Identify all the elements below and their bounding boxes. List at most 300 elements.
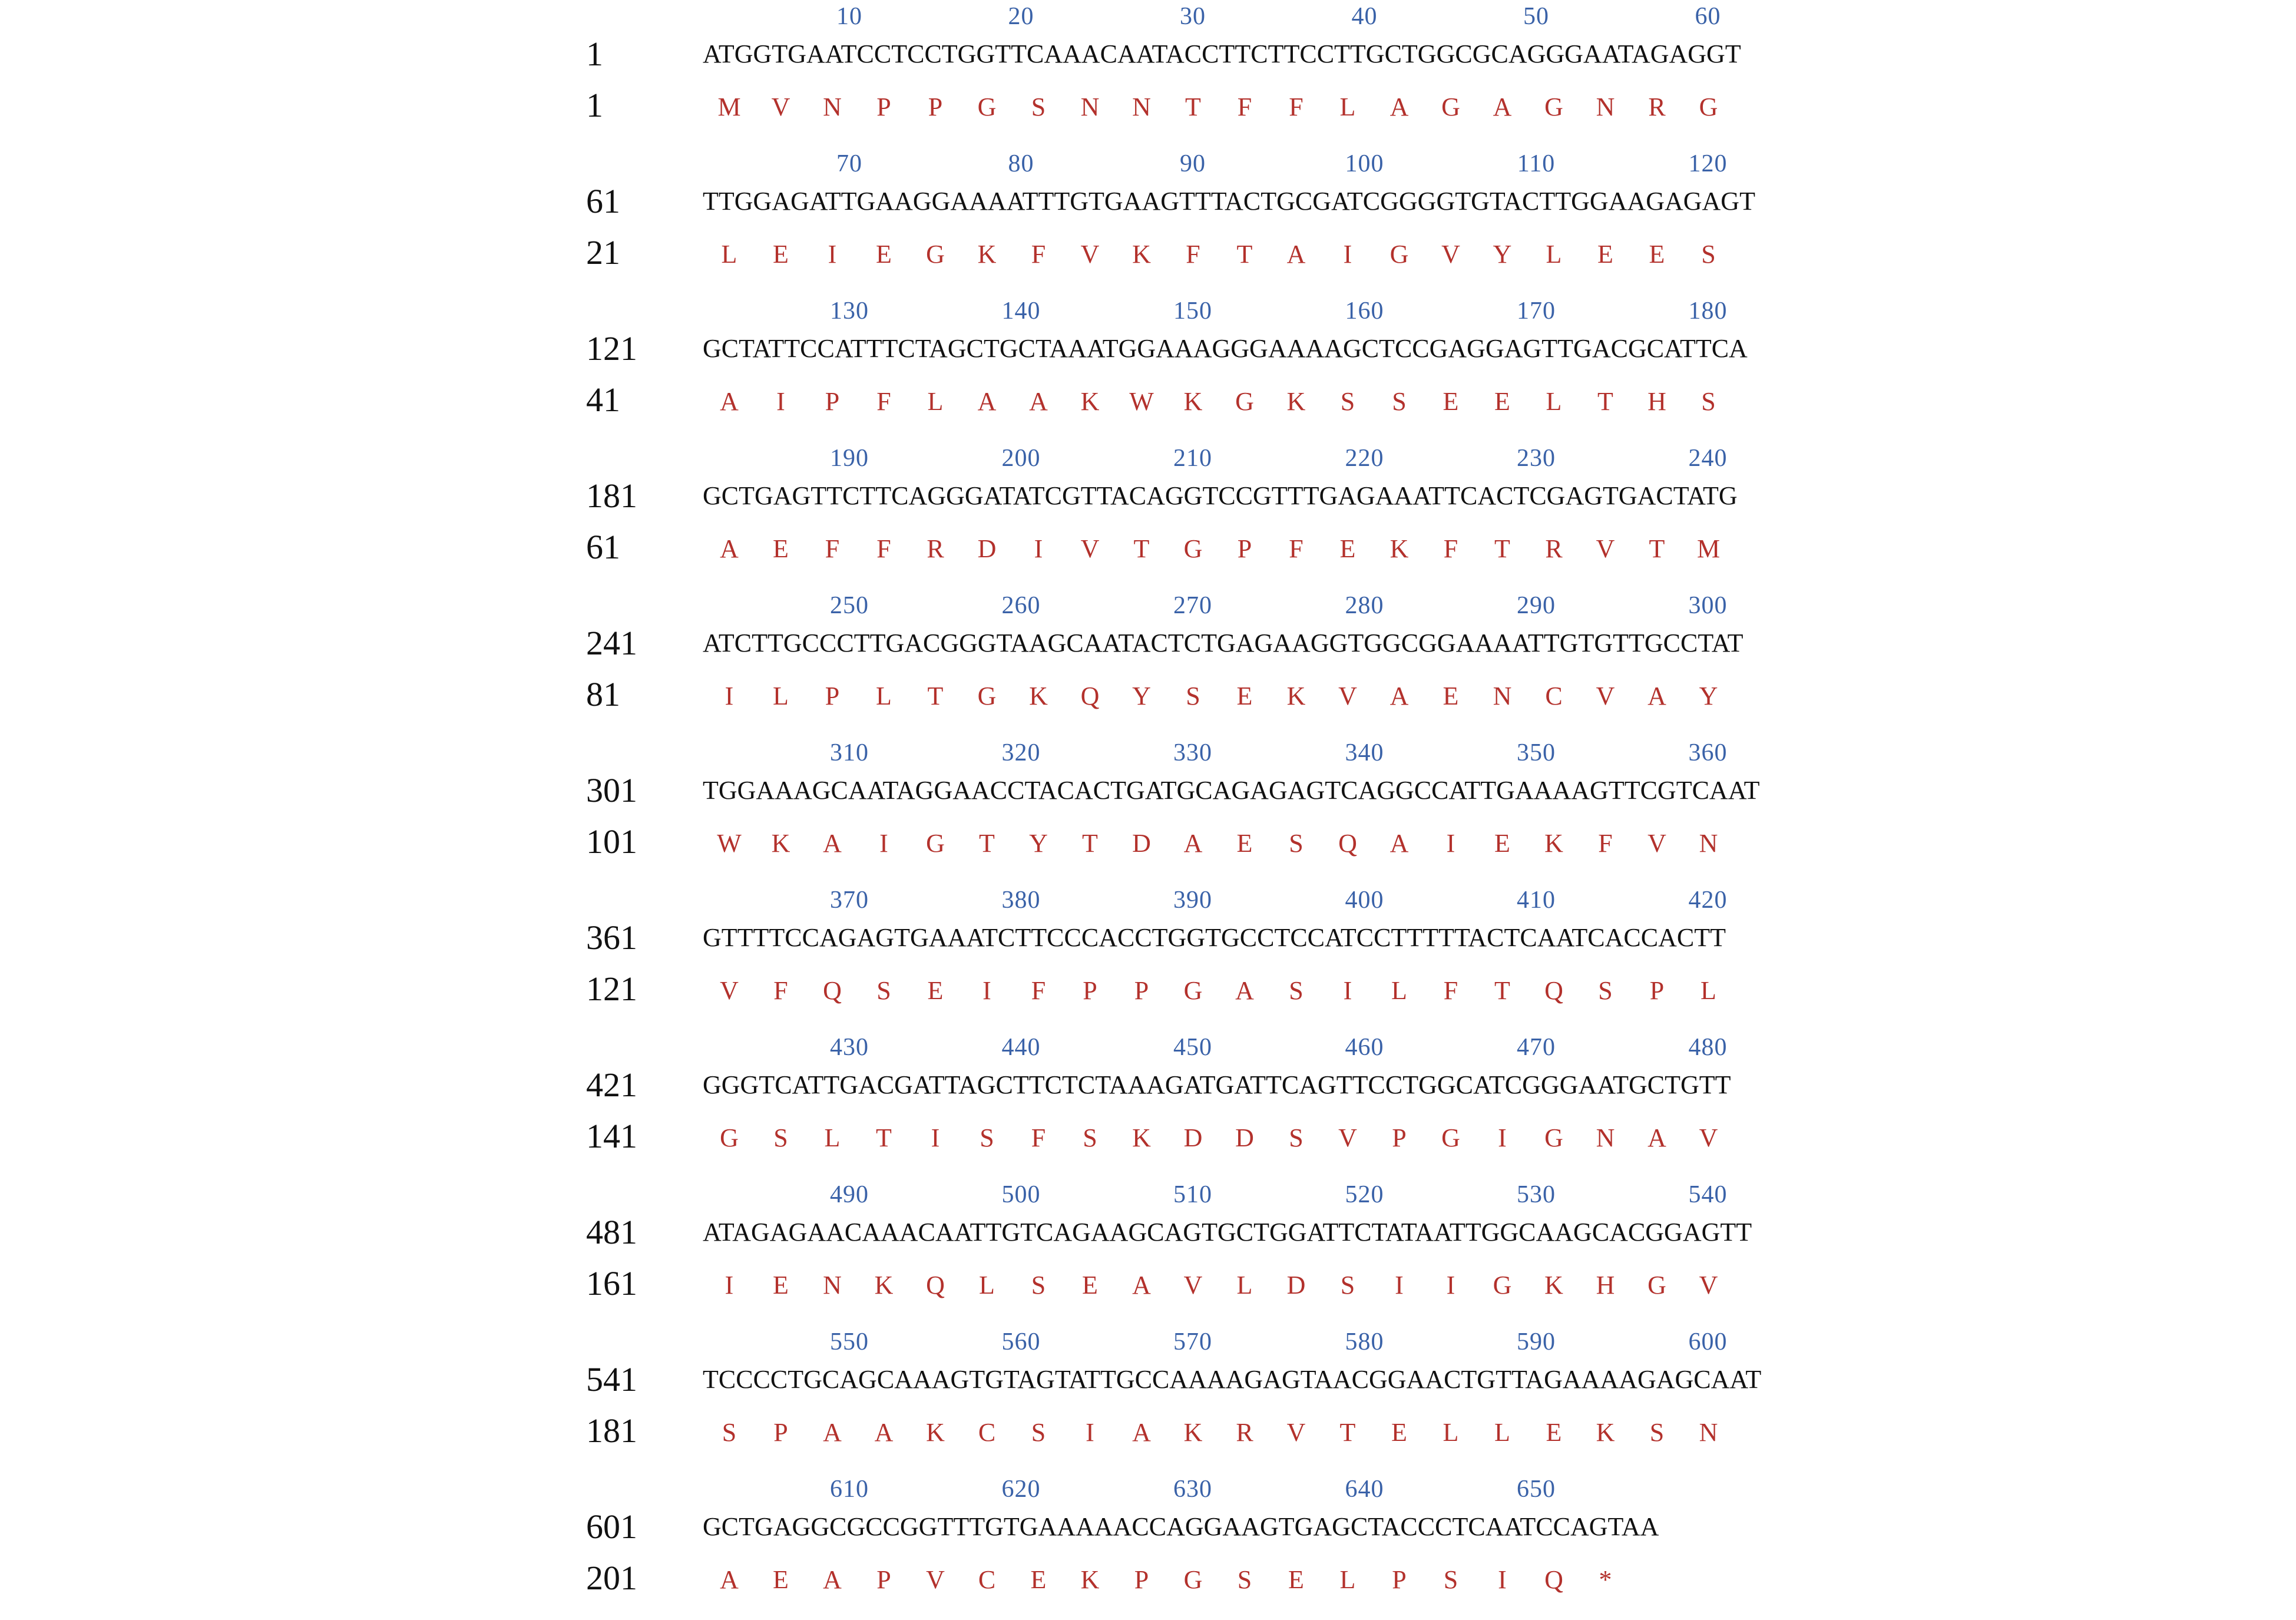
position-tick-label: 340 xyxy=(1345,739,1384,766)
position-tick-label: 170 xyxy=(1517,297,1556,325)
position-tick-label: 420 xyxy=(1688,887,1728,914)
amino-acid-residue: N xyxy=(1080,92,1100,121)
nucleotide-start-number: 1 xyxy=(586,35,603,73)
amino-acid-residue: R xyxy=(927,534,944,563)
amino-acid-residue: W xyxy=(717,829,742,858)
amino-acid-residue: G xyxy=(1389,240,1409,269)
nucleotide-start-number: 121 xyxy=(586,329,637,368)
amino-acid-residue: N xyxy=(1699,1418,1718,1447)
amino-acid-translation xyxy=(0,681,2296,716)
amino-acid-residue: I xyxy=(1395,1271,1404,1300)
amino-acid-residue: N xyxy=(1699,829,1718,858)
amino-acid-residue: V xyxy=(1441,240,1460,269)
amino-acid-residue: R xyxy=(1648,92,1666,121)
nucleotide-sequence: GGGTCATTGACGATTAGCTTCTCTAAAGATGATTCAGTTCCTGGCATCGGGAATGCTGTT xyxy=(703,1070,1731,1099)
amino-acid-residue: N xyxy=(1596,1123,1615,1152)
amino-acid-residue: I xyxy=(879,829,888,858)
position-tick-label: 180 xyxy=(1688,297,1728,325)
position-tick-label: 610 xyxy=(830,1476,869,1503)
position-tick-label: 270 xyxy=(1173,592,1212,619)
position-ruler xyxy=(0,442,2296,477)
amino-acid-residue: A xyxy=(1389,682,1409,710)
amino-acid-residue: F xyxy=(1031,1123,1046,1152)
amino-acid-residue: T xyxy=(1597,387,1613,416)
position-tick-label: 50 xyxy=(1523,3,1549,30)
nucleotide-sequence: GCTGAGTTCTTCAGGGATATCGTTACAGGTCCGTTTGAGAAATTCACTCGAGTGACTATG xyxy=(703,481,1738,510)
amino-acid-residue: G xyxy=(977,682,997,710)
position-tick-label: 320 xyxy=(1001,739,1041,766)
amino-acid-residue: H xyxy=(1596,1271,1615,1300)
amino-acid-residue: L xyxy=(1236,1271,1253,1300)
amino-acid-residue: V xyxy=(1080,240,1100,269)
amino-acid-residue: E xyxy=(1443,682,1459,710)
nucleotide-sequence: TTGGAGATTGAAGGAAAATTTGTGAAGTTTACTGCGATCGGGGTGTACTTGGAAGAGAGT xyxy=(703,187,1755,216)
amino-acid-residue: G xyxy=(1544,92,1563,121)
amino-acid-residue: P xyxy=(1083,976,1097,1005)
amino-acid-residue: F xyxy=(1031,976,1046,1005)
amino-acid-residue: T xyxy=(1082,829,1098,858)
amino-acid-start-number: 21 xyxy=(586,233,620,272)
amino-acid-residue: E xyxy=(1030,1565,1047,1594)
amino-acid-residue: A xyxy=(720,534,739,563)
position-tick-label: 100 xyxy=(1345,150,1384,177)
nucleotide-start-number: 481 xyxy=(586,1213,637,1251)
amino-acid-start-number: 101 xyxy=(586,822,637,861)
amino-acid-residue: C xyxy=(978,1565,996,1594)
amino-acid-residue: T xyxy=(876,1123,892,1152)
position-tick-label: 110 xyxy=(1517,150,1556,177)
amino-acid-residue: T xyxy=(1236,240,1253,269)
amino-acid-residue: W xyxy=(1129,387,1154,416)
nucleotide-start-number: 601 xyxy=(586,1507,637,1546)
sequence-block xyxy=(0,736,2296,884)
position-tick-label: 220 xyxy=(1345,445,1384,472)
amino-acid-translation xyxy=(0,1417,2296,1453)
position-tick-label: 360 xyxy=(1688,739,1728,766)
amino-acid-residue: S xyxy=(1031,1418,1046,1447)
amino-acid-residue: R xyxy=(1545,534,1563,563)
amino-acid-residue: S xyxy=(1289,976,1304,1005)
amino-acid-residue: V xyxy=(1699,1123,1718,1152)
position-ruler xyxy=(0,1325,2296,1361)
amino-acid-start-number: 141 xyxy=(586,1117,637,1155)
position-tick-label: 130 xyxy=(830,297,869,325)
amino-acid-residue: F xyxy=(1443,534,1458,563)
amino-acid-residue: V xyxy=(1338,682,1357,710)
amino-acid-residue: I xyxy=(724,1271,734,1300)
amino-acid-residue: L xyxy=(979,1271,995,1300)
amino-acid-residue: T xyxy=(1649,534,1665,563)
position-tick-label: 230 xyxy=(1517,445,1556,472)
amino-acid-residue: L xyxy=(876,682,892,710)
amino-acid-residue: L xyxy=(1546,240,1562,269)
nucleotide-sequence: ATAGAGAACAAACAATTGTCAGAAGCAGTGCTGGATTCTATAATTGGCAAGCACGGAGTT xyxy=(703,1218,1752,1247)
amino-acid-residue: V xyxy=(1183,1271,1203,1300)
amino-acid-residue: E xyxy=(773,534,789,563)
amino-acid-residue: V xyxy=(1647,829,1666,858)
amino-acid-residue: T xyxy=(927,682,944,710)
amino-acid-start-number: 161 xyxy=(586,1264,637,1302)
amino-acid-residue: F xyxy=(1186,240,1200,269)
amino-acid-residue: P xyxy=(876,1565,891,1594)
amino-acid-residue: Q xyxy=(1544,976,1563,1005)
amino-acid-residue: A xyxy=(823,1565,842,1594)
amino-acid-translation xyxy=(0,534,2296,569)
amino-acid-residue: Y xyxy=(1132,682,1151,710)
amino-acid-residue: S xyxy=(1340,387,1355,416)
amino-acid-residue: A xyxy=(1132,1418,1151,1447)
amino-acid-residue: I xyxy=(1086,1418,1094,1447)
position-tick-label: 310 xyxy=(830,739,869,766)
amino-acid-residue: V xyxy=(1596,682,1615,710)
amino-acid-residue: L xyxy=(1494,1418,1510,1447)
amino-acid-residue: L xyxy=(1443,1418,1459,1447)
amino-acid-residue: V xyxy=(1080,534,1100,563)
amino-acid-residue: T xyxy=(1133,534,1150,563)
amino-acid-residue: A xyxy=(1389,92,1409,121)
amino-acid-residue: L xyxy=(1391,976,1407,1005)
amino-acid-residue: K xyxy=(874,1271,894,1300)
amino-acid-start-number: 61 xyxy=(586,528,620,566)
position-tick-label: 60 xyxy=(1695,3,1721,30)
amino-acid-translation xyxy=(0,239,2296,275)
position-tick-label: 150 xyxy=(1173,297,1212,325)
nucleotide-sequence: ATGGTGAATCCTCCTGGTTCAAACAATACCTTCTTCCTTGCTGGCGCAGGGAATAGAGGT xyxy=(703,39,1741,68)
amino-acid-residue: P xyxy=(1134,1565,1149,1594)
amino-acid-residue: S xyxy=(1598,976,1613,1005)
amino-acid-residue: V xyxy=(1596,534,1615,563)
amino-acid-residue: E xyxy=(773,1271,789,1300)
amino-acid-translation xyxy=(0,1565,2296,1600)
amino-acid-residue: I xyxy=(1343,976,1352,1005)
nucleotide-sequence: GCTATTCCATTTCTAGCTGCTAAATGGAAAGGGAAAAGCTCCGAGGAGTTGACGCATTCA xyxy=(703,334,1748,363)
position-tick-label: 380 xyxy=(1001,887,1041,914)
amino-acid-residue: A xyxy=(1286,240,1306,269)
amino-acid-residue: G xyxy=(1544,1123,1563,1152)
amino-acid-residue: P xyxy=(825,682,840,710)
position-tick-label: 280 xyxy=(1345,592,1384,619)
amino-acid-residue: A xyxy=(1183,829,1203,858)
amino-acid-residue: E xyxy=(1339,534,1356,563)
amino-acid-residue: S xyxy=(876,976,891,1005)
position-tick-label: 600 xyxy=(1688,1328,1728,1355)
amino-acid-residue: H xyxy=(1647,387,1666,416)
amino-acid-residue: I xyxy=(1446,1271,1455,1300)
position-tick-label: 210 xyxy=(1173,445,1212,472)
amino-acid-residue: G xyxy=(1183,976,1203,1005)
amino-acid-residue: F xyxy=(1289,92,1304,121)
amino-acid-residue: Y xyxy=(1029,829,1048,858)
amino-acid-residue: F xyxy=(1598,829,1613,858)
amino-acid-residue: L xyxy=(721,240,737,269)
amino-acid-residue: S xyxy=(1083,1123,1097,1152)
position-tick-label: 470 xyxy=(1517,1034,1556,1061)
amino-acid-translation xyxy=(0,386,2296,422)
sequence-block xyxy=(0,1178,2296,1325)
position-tick-label: 590 xyxy=(1517,1328,1556,1355)
amino-acid-start-number: 41 xyxy=(586,381,620,419)
nucleotide-start-number: 541 xyxy=(586,1360,637,1399)
amino-acid-residue: A xyxy=(823,829,842,858)
amino-acid-residue: L xyxy=(1701,976,1716,1005)
amino-acid-residue: N xyxy=(1493,682,1512,710)
amino-acid-residue: K xyxy=(1596,1418,1615,1447)
amino-acid-residue: E xyxy=(1597,240,1613,269)
position-ruler xyxy=(0,1031,2296,1066)
position-tick-label: 10 xyxy=(836,3,862,30)
amino-acid-residue: I xyxy=(1446,829,1455,858)
nucleotide-sequence: TGGAAAGCAATAGGAACCTACACTGATGCAGAGAGTCAGGCCATTGAAAAGTTCGTCAAT xyxy=(703,776,1760,805)
amino-acid-residue: E xyxy=(1649,240,1665,269)
amino-acid-residue: P xyxy=(1237,534,1252,563)
position-tick-label: 620 xyxy=(1001,1476,1041,1503)
amino-acid-translation xyxy=(0,1270,2296,1305)
amino-acid-residue: K xyxy=(1080,1565,1100,1594)
sequence-block xyxy=(0,884,2296,1031)
nucleotide-sequence: GCTGAGGCGCCGGTTTGTGAAAAACCAGGAAGTGAGCTACCCTCAATCCAGTAA xyxy=(703,1512,1659,1541)
amino-acid-residue: R xyxy=(1236,1418,1253,1447)
amino-acid-residue: I xyxy=(828,240,837,269)
nucleotide-sequence: TCCCCTGCAGCAAAGTGTAGTATTGCCAAAAGAGTAACGGAACTGTTAGAAAAGAGCAAT xyxy=(703,1365,1762,1394)
nucleotide-sequence: GTTTTCCAGAGTGAAATCTTCCCACCTGGTGCCTCCATCCTTTTTACTCAATCACCACTT xyxy=(703,923,1726,952)
amino-acid-residue: E xyxy=(1391,1418,1407,1447)
amino-acid-residue: Q xyxy=(1338,829,1357,858)
amino-acid-residue: K xyxy=(1286,682,1306,710)
amino-acid-residue: E xyxy=(773,1565,789,1594)
position-tick-label: 390 xyxy=(1173,887,1212,914)
amino-acid-residue: K xyxy=(977,240,997,269)
position-tick-label: 430 xyxy=(830,1034,869,1061)
amino-acid-residue: S xyxy=(1392,387,1407,416)
amino-acid-residue: G xyxy=(1493,1271,1512,1300)
amino-acid-residue: I xyxy=(1498,1123,1507,1152)
amino-acid-residue: E xyxy=(1082,1271,1098,1300)
amino-acid-residue: F xyxy=(1289,534,1304,563)
position-ruler xyxy=(0,1473,2296,1508)
amino-acid-residue: P xyxy=(773,1418,788,1447)
position-tick-label: 160 xyxy=(1345,297,1384,325)
position-tick-label: 410 xyxy=(1517,887,1556,914)
amino-acid-residue: G xyxy=(720,1123,739,1152)
position-tick-label: 350 xyxy=(1517,739,1556,766)
amino-acid-residue: F xyxy=(1031,240,1046,269)
amino-acid-residue: Q xyxy=(1544,1565,1563,1594)
amino-acid-residue: A xyxy=(1235,976,1254,1005)
amino-acid-residue: S xyxy=(1289,1123,1304,1152)
sequence-block xyxy=(0,1325,2296,1473)
amino-acid-residue: P xyxy=(876,92,891,121)
amino-acid-residue: I xyxy=(931,1123,940,1152)
amino-acid-residue: A xyxy=(720,387,739,416)
amino-acid-residue: K xyxy=(926,1418,945,1447)
amino-acid-translation xyxy=(0,976,2296,1011)
amino-acid-residue: N xyxy=(1132,92,1151,121)
amino-acid-start-number: 181 xyxy=(586,1411,637,1450)
amino-acid-residue: E xyxy=(1546,1418,1562,1447)
position-ruler xyxy=(0,589,2296,624)
amino-acid-residue: T xyxy=(1339,1418,1356,1447)
amino-acid-residue: M xyxy=(717,92,741,121)
amino-acid-residue: S xyxy=(1031,1271,1046,1300)
nucleotide-sequence: ATCTTGCCCTTGACGGGTAAGCAATACTCTGAGAAGGTGGCGGAAAATTGTGTTGCCTAT xyxy=(703,629,1743,657)
position-ruler xyxy=(0,884,2296,919)
amino-acid-residue: P xyxy=(1392,1123,1407,1152)
position-tick-label: 70 xyxy=(836,150,862,177)
sequence-block xyxy=(0,589,2296,736)
amino-acid-residue: A xyxy=(1647,682,1666,710)
amino-acid-residue: N xyxy=(823,92,842,121)
amino-acid-residue: A xyxy=(1647,1123,1666,1152)
position-tick-label: 630 xyxy=(1173,1476,1212,1503)
amino-acid-residue: N xyxy=(823,1271,842,1300)
amino-acid-residue: V xyxy=(1286,1418,1306,1447)
amino-acid-residue: M xyxy=(1696,534,1721,563)
position-tick-label: 40 xyxy=(1351,3,1378,30)
sequence-block xyxy=(0,1473,2296,1620)
position-tick-label: 190 xyxy=(830,445,869,472)
amino-acid-residue: K xyxy=(1183,1418,1203,1447)
amino-acid-residue: E xyxy=(1288,1565,1304,1594)
amino-acid-residue: S xyxy=(980,1123,994,1152)
amino-acid-residue: D xyxy=(1235,1123,1254,1152)
position-tick-label: 520 xyxy=(1345,1181,1384,1208)
position-tick-label: 500 xyxy=(1001,1181,1041,1208)
amino-acid-start-number: 121 xyxy=(586,970,637,1008)
amino-acid-residue: I xyxy=(1034,534,1043,563)
amino-acid-residue: L xyxy=(824,1123,841,1152)
amino-acid-residue: A xyxy=(1029,387,1048,416)
amino-acid-residue: E xyxy=(773,240,789,269)
amino-acid-residue: A xyxy=(1132,1271,1151,1300)
amino-acid-residue: L xyxy=(1339,1565,1356,1594)
amino-acid-residue: K xyxy=(1080,387,1100,416)
nucleotide-start-number: 241 xyxy=(586,624,637,662)
amino-acid-residue: K xyxy=(771,829,790,858)
amino-acid-residue: F xyxy=(773,976,788,1005)
position-tick-label: 250 xyxy=(830,592,869,619)
position-tick-label: 20 xyxy=(1008,3,1034,30)
amino-acid-residue: D xyxy=(1183,1123,1203,1152)
amino-acid-residue: K xyxy=(1389,534,1409,563)
sequence-block xyxy=(0,147,2296,295)
position-tick-label: 90 xyxy=(1180,150,1206,177)
amino-acid-residue: K xyxy=(1544,829,1563,858)
amino-acid-start-number: 1 xyxy=(586,86,603,124)
amino-acid-residue: V xyxy=(1338,1123,1357,1152)
amino-acid-residue: A xyxy=(977,387,997,416)
position-tick-label: 440 xyxy=(1001,1034,1041,1061)
amino-acid-residue: G xyxy=(1699,92,1718,121)
amino-acid-residue: I xyxy=(982,976,991,1005)
amino-acid-residue: P xyxy=(1649,976,1665,1005)
position-tick-label: 640 xyxy=(1345,1476,1384,1503)
position-tick-label: 480 xyxy=(1688,1034,1728,1061)
amino-acid-residue: S xyxy=(773,1123,788,1152)
amino-acid-residue: K xyxy=(1132,240,1151,269)
position-tick-label: 560 xyxy=(1001,1328,1041,1355)
amino-acid-residue: I xyxy=(724,682,734,710)
amino-acid-residue: T xyxy=(1494,976,1510,1005)
amino-acid-residue: E xyxy=(876,240,892,269)
amino-acid-residue: L xyxy=(927,387,944,416)
amino-acid-residue: S xyxy=(1649,1418,1665,1447)
position-tick-label: 540 xyxy=(1688,1181,1728,1208)
amino-acid-residue: Q xyxy=(1080,682,1100,710)
sequence-block xyxy=(0,295,2296,442)
sequence-block xyxy=(0,1031,2296,1178)
amino-acid-residue: G xyxy=(926,829,945,858)
amino-acid-residue: S xyxy=(1701,240,1716,269)
amino-acid-residue: F xyxy=(825,534,840,563)
amino-acid-residue: G xyxy=(1441,92,1460,121)
amino-acid-residue: Q xyxy=(823,976,842,1005)
position-ruler xyxy=(0,0,2296,35)
amino-acid-residue: Y xyxy=(1493,240,1512,269)
amino-acid-residue: V xyxy=(771,92,790,121)
amino-acid-residue: A xyxy=(823,1418,842,1447)
position-tick-label: 530 xyxy=(1517,1181,1556,1208)
position-tick-label: 450 xyxy=(1173,1034,1212,1061)
amino-acid-residue: L xyxy=(773,682,789,710)
amino-acid-residue: Q xyxy=(926,1271,945,1300)
amino-acid-residue: P xyxy=(825,387,840,416)
amino-acid-residue: E xyxy=(1443,387,1459,416)
amino-acid-residue: P xyxy=(1134,976,1149,1005)
amino-acid-residue: E xyxy=(927,976,944,1005)
amino-acid-residue: * xyxy=(1599,1565,1612,1594)
amino-acid-residue: T xyxy=(1185,92,1201,121)
amino-acid-residue: D xyxy=(1286,1271,1306,1300)
position-tick-label: 490 xyxy=(830,1181,869,1208)
position-tick-label: 200 xyxy=(1001,445,1041,472)
position-tick-label: 370 xyxy=(830,887,869,914)
amino-acid-residue: S xyxy=(1443,1565,1458,1594)
amino-acid-residue: T xyxy=(979,829,995,858)
amino-acid-residue: S xyxy=(1237,1565,1252,1594)
amino-acid-residue: D xyxy=(977,534,997,563)
amino-acid-residue: G xyxy=(926,240,945,269)
amino-acid-residue: C xyxy=(1545,682,1563,710)
amino-acid-residue: I xyxy=(1343,240,1352,269)
position-ruler xyxy=(0,1178,2296,1214)
position-tick-label: 330 xyxy=(1173,739,1212,766)
position-tick-label: 120 xyxy=(1688,150,1728,177)
amino-acid-translation xyxy=(0,92,2296,127)
position-tick-label: 140 xyxy=(1001,297,1041,325)
position-tick-label: 290 xyxy=(1517,592,1556,619)
nucleotide-start-number: 181 xyxy=(586,477,637,515)
amino-acid-residue: D xyxy=(1132,829,1151,858)
position-tick-label: 460 xyxy=(1345,1034,1384,1061)
amino-acid-start-number: 201 xyxy=(586,1559,637,1597)
amino-acid-residue: E xyxy=(1494,387,1510,416)
amino-acid-residue: G xyxy=(1183,534,1203,563)
position-ruler xyxy=(0,736,2296,772)
amino-acid-residue: C xyxy=(978,1418,996,1447)
nucleotide-start-number: 361 xyxy=(586,918,637,957)
amino-acid-residue: A xyxy=(1389,829,1409,858)
amino-acid-residue: V xyxy=(1699,1271,1718,1300)
position-tick-label: 240 xyxy=(1688,445,1728,472)
nucleotide-start-number: 421 xyxy=(586,1066,637,1104)
amino-acid-residue: N xyxy=(1596,92,1615,121)
amino-acid-residue: A xyxy=(720,1565,739,1594)
amino-acid-residue: K xyxy=(1544,1271,1563,1300)
amino-acid-residue: F xyxy=(1237,92,1252,121)
amino-acid-residue: G xyxy=(977,92,997,121)
amino-acid-residue: I xyxy=(1498,1565,1507,1594)
amino-acid-residue: S xyxy=(1340,1271,1355,1300)
